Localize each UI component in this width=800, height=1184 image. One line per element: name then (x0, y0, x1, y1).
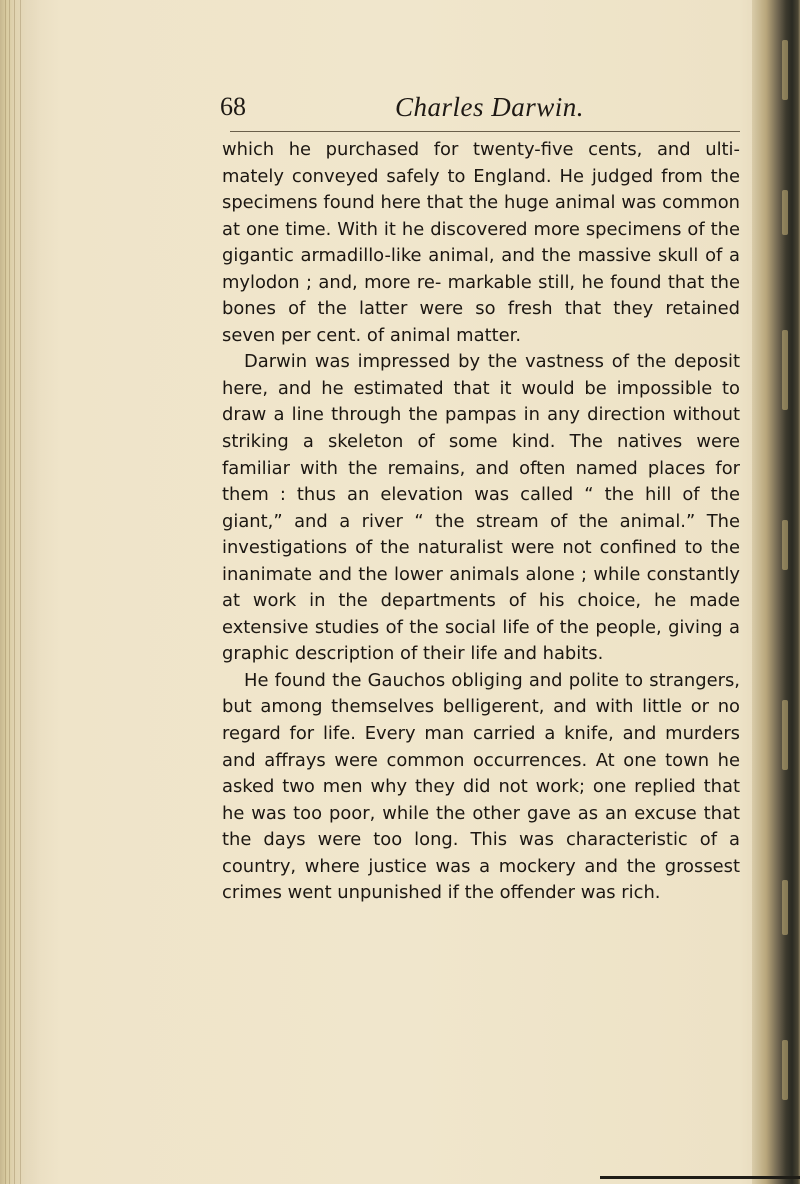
paragraph-2: Darwin was impressed by the vastness of the deposit here, and he estimated that it would be impossible to draw a line through the pampas in any direction without striking a skeleton of some kind. The natives were familiar with the remains, and often named places for them : thus an elevation was called “ the hill of the giant,” and a river “ the stream of the animal.” The investigations of the naturalist were not confined to the inanimate and the lower animals alone ; while constantly at work in the departments of his choice, he made extensive studies of the social life of the people, giving a graphic description of their life and habits. (222, 351, 740, 665)
paragraph-3: He found the Gauchos obliging and polite to strangers, but among themselves belligerent, and with little or no regard for life. Every man carried a knife, and murders and affrays were common occurrences. At one town he asked two men why they did not work; one replied that he was too poor, while the other gave as an excuse that the days were too long. This was characteristic of a country, where justice was a mockery and the grossest crimes went unpunished if the offender was rich. (222, 669, 740, 904)
running-title: Charles Darwin. (395, 92, 585, 122)
paragraph-1: which he purchased for twenty-five cents, and ulti- mately conveyed safely to England. He judged from the specimens found here that the huge animal was common at one time. With it he discovered more specimens of the gigantic armadillo-like animal, and the massive skull of a mylodon ; and, more re- markable still, he found that the bones of the latter were so fresh that they retained seven per cent. of animal matter. (222, 139, 740, 346)
running-header (220, 92, 740, 126)
page-bottom-edge (600, 1176, 800, 1179)
body-text (222, 137, 740, 907)
page-edge (752, 0, 800, 1184)
page-number: 68 (220, 92, 246, 121)
header-rule (230, 131, 740, 132)
binding-gutter (0, 0, 40, 1184)
